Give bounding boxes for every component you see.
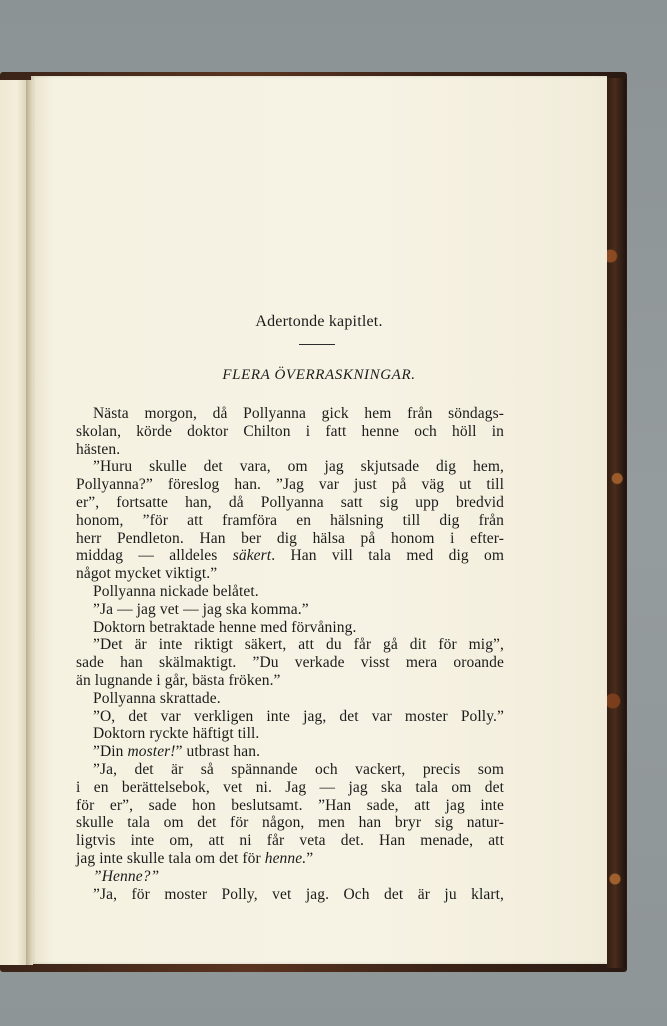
- text-line: sade han skälmaktigt. ”Du verkade visst mera oroande: [76, 654, 504, 672]
- marbled-cover-edge: [604, 78, 626, 968]
- text-line: Pollyanna?” föreslog han. ”Jag var just på väg ut till: [76, 476, 504, 494]
- text-line: ”Det är inte riktigt säkert, att du får gå dit för mig”,: [93, 636, 504, 654]
- text-line: Pollyanna nickade belåtet.: [93, 582, 259, 600]
- chapter-heading: Adertonde kapitlet.: [255, 313, 383, 330]
- text-line: hästen.: [76, 440, 121, 458]
- text-line: [76, 743, 504, 761]
- text-line: honom, ”för att framföra en hälsning till dig från: [76, 511, 504, 529]
- text-line: Doktorn ryckte häftigt till.: [93, 725, 260, 743]
- text-line: er”, fortsatte han, då Pollyanna satt sig upp bredvid: [76, 493, 504, 511]
- left-page-edge: [0, 80, 28, 965]
- text-segment: middag — alldeles: [76, 547, 233, 565]
- text-line: något mycket viktigt.”: [76, 565, 218, 583]
- text-line: ”O, det var verkligen inte jag, det var moster Polly.”: [93, 707, 504, 725]
- text-segment: jag inte skulle tala om det för: [76, 849, 265, 867]
- heading-rule: [299, 344, 335, 345]
- text-line: ”Ja, det är så spännande och vackert, precis som: [93, 760, 504, 778]
- italic-text: ”Henne?”: [93, 867, 160, 885]
- text-line: Doktorn betraktade henne med förvåning.: [93, 618, 357, 636]
- text-line: [76, 547, 504, 565]
- text-line: [76, 868, 504, 886]
- page-gutter: [26, 80, 33, 965]
- text-line: ligtvis inte om, att ni får veta det. Han menade, att: [76, 832, 504, 850]
- italic-text: säkert: [232, 547, 272, 565]
- text-line: ”Ja, för moster Polly, vet jag. Och det är ju klart,: [93, 885, 504, 903]
- text-line: Nästa morgon, då Pollyanna gick hem från söndags-: [93, 405, 504, 422]
- text-line: för er”, sade hon beslutsamt. ”Han sade, att jag inte: [76, 796, 504, 814]
- body-text: [76, 405, 504, 903]
- text-segment: ”Din: [93, 743, 128, 761]
- text-line: herr Pendleton. Han ber dig hälsa på honom i efter-: [76, 529, 504, 547]
- text-line: skulle tala om det för någon, men han bryr sig natur-: [76, 814, 504, 832]
- text-segment: ” utbrast han.: [175, 743, 261, 761]
- italic-text: moster!: [127, 743, 176, 761]
- text-line: [76, 850, 504, 868]
- text-line: skolan, körde doktor Chilton i fatt henne och höll in: [76, 422, 504, 440]
- text-line: Pollyanna skrattade.: [93, 689, 221, 707]
- text-line: i en berättelsebok, vet ni. Jag — jag ska tala om det: [76, 778, 504, 796]
- text-line: ”Ja — jag vet — jag ska komma.”: [93, 600, 309, 618]
- book-page: [31, 76, 607, 964]
- text-line: ”Huru skulle det vara, om jag skjutsade dig hem,: [93, 458, 504, 476]
- italic-text: henne.: [264, 849, 307, 867]
- text-segment: ”: [306, 849, 314, 867]
- chapter-title: FLERA ÖVERRASKNINGAR.: [222, 367, 416, 383]
- text-segment: . Han vill tala med dig om: [271, 547, 504, 565]
- text-line: än lugnande i går, bästa fröken.”: [76, 671, 281, 689]
